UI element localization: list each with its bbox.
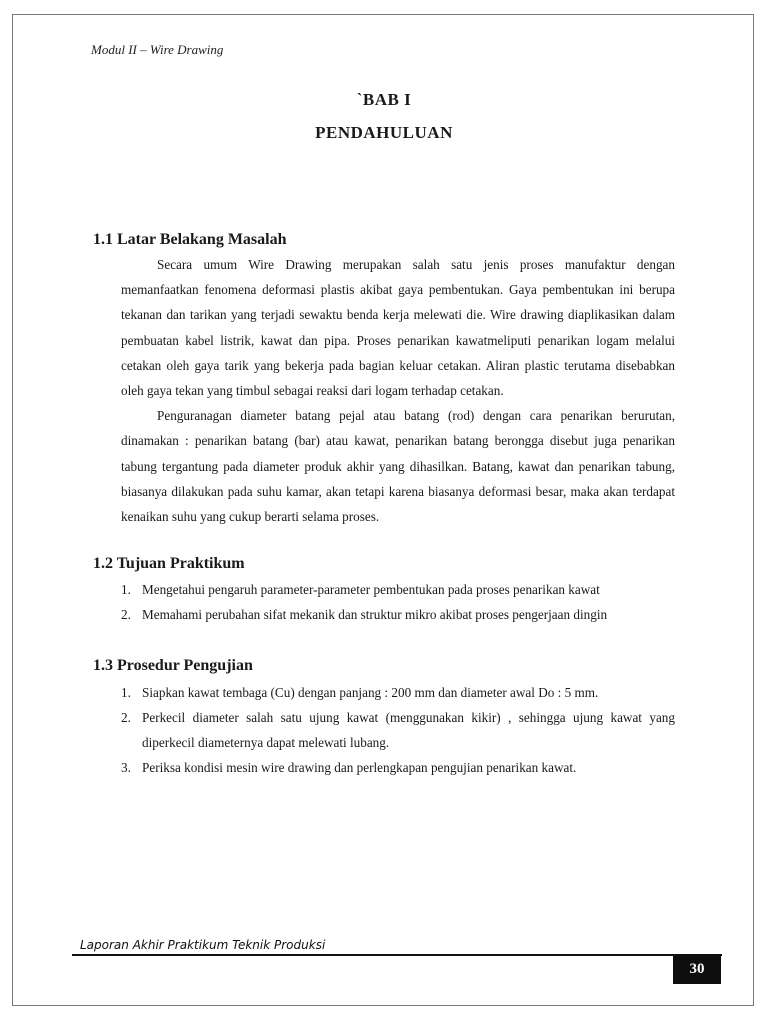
document-body [93,228,675,780]
list-text: Perkecil diameter salah satu ujung kawat (menggunakan kikir) , sehingga ujung kawat yang diperkecil diameternya dapat melewati lubang. [142,709,675,751]
list-item [121,705,675,755]
list-number: 3. [121,760,131,776]
footer-divider [72,954,722,956]
running-footer: Laporan Akhir Praktikum Teknik Produksi [80,938,326,952]
section-procedure [93,654,675,781]
procedure-list [93,680,675,781]
list-text: Siapkan kawat tembaga (Cu) dengan panjang : 200 mm dan diameter awal Do : 5 mm. [142,684,599,700]
list-number: 2. [121,607,131,623]
section-background [93,228,675,529]
page-number: 30 [673,954,721,984]
paragraph: Penguranagan diameter batang pejal atau batang (rod) dengan cara penarikan berurutan, dinamakan : penarikan batang (bar) atau kawat, penarikan batang berongga disebut juga penarikan tabung tergantung pada diameter produk akhir yang dihasilkan. Batang, kawat dan penarikan tabung, biasanya dilakukan pada suhu kamar, akan tetapi karena biasanya deformasi besar, maka akan terdapat kenaikan suhu yang cukup berarti selama proses. [121,408,675,525]
chapter-number: `BAB I [356,90,412,109]
section-heading: 1.1 Latar Belakang Masalah [93,231,287,248]
chapter-title: PENDAHULUAN [315,123,453,142]
list-item [121,755,675,780]
list-text: Periksa kondisi mesin wire drawing dan perlengkapan pengujian penarikan kawat. [142,760,577,776]
section-heading: 1.3 Prosedur Pengujian [93,656,253,674]
list-item [121,680,675,705]
running-header: Modul II – Wire Drawing [91,42,224,57]
paragraph: Secara umum Wire Drawing merupakan salah satu jenis proses manufaktur dengan memanfaatkan fenomena deformasi plastis akibat gaya pembentukan. Gaya pembentukan ini berupa tekanan dan tarikan yang terjadi sewaktu benda kerja melewati die. Wire drawing diaplikasikan dalam pembuatan kabel listrik, kawat dan pipa. Proses penarikan kawatmeliputi penarikan logam melalui cetakan oleh gaya tarik yang bekerja pada bagian keluar cetakan. Aliran plastic terutama disebabkan oleh gaya tekan yang timbul sebagai reaksi dari logam terhadap cetakan. [121,257,675,399]
section-objectives [93,552,675,627]
objectives-list [93,577,675,627]
list-text: Memahami perubahan sifat mekanik dan struktur mikro akibat proses pengerjaan dingin [142,607,608,623]
list-text: Mengetahui pengaruh parameter-parameter pembentukan pada proses penarikan kawat [142,582,600,598]
list-item [121,602,675,627]
list-number: 1. [121,582,131,598]
list-item [121,577,675,602]
list-number: 2. [121,709,131,725]
list-number: 1. [121,684,131,700]
section-heading: 1.2 Tujuan Praktikum [93,555,245,573]
